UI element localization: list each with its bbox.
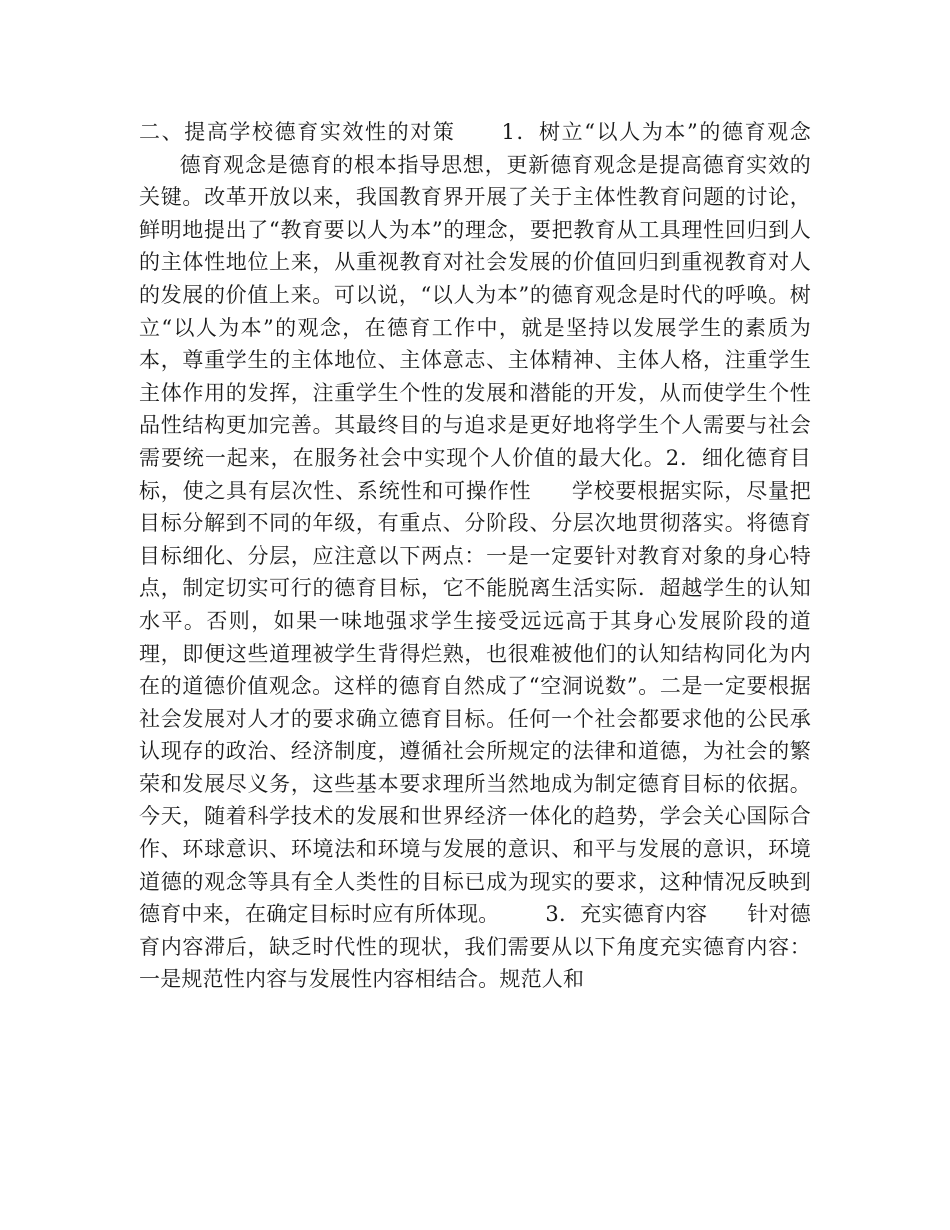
item3-body: 针对德育内容滞后，缺乏时代性的现状，我们需要从以下角度充实德育内容：一是规范性内容与发展性内容相结合。规范人和 xyxy=(139,902,811,992)
item2-body: 学校要根据实际，尽量把目标分解到不同的年级，有重点、分阶段、分层次地贯彻落实。将德育目标细化、分层，应注意以下两点：一是一定要针对教育对象的身心特点，制定切实可行的德育目标，它不能脱离生活实际．超越学生的认知水平。否则，如果一味地强求学生接受远远高于其身心发展阶段的道理，即便这些道理被学生背得烂熟，也很难被他们的认知结构同化为内在的道德价值观念。这样的德育自然成了“空洞说数”。二是一定要根据社会发展对人才的要求确立德育目标。任何一个社会都要求他的公民承认现存的政治、经济制度，遵循社会所规定的法律和道德，为社会的繁荣和发展尽义务，这些基本要求理所当然地成为制定德育目标的依据。今天，随着科学技术的发展和世界经济一体化的趋势，学会关心国际合作、环球意识、环境法和环境与发展的意识、和平与发展的意识，环境道德的观念等具有全人类性的目标已成为现实的要求，这种情况反映到德育中来，在确定目标时应有所体现。 xyxy=(139,478,811,927)
item3-heading: 3．充实德育内容 xyxy=(545,902,708,927)
item1-heading: 1．树立“以人为本”的德育观念 xyxy=(501,120,811,144)
item2-heading: 2．细化德育目标，使之具有层次性、系统性和可操作性 xyxy=(139,445,811,503)
section-heading: 二、提高学校德育实效性的对策 xyxy=(139,120,456,144)
item1-body: 德育观念是德育的根本指导思想，更新德育观念是提高德育实效的关键。改革开放以来，我国教育界开展了关于主体性教育问题的讨论，鲜明地提出了“教育要以人为本”的理念，要把教育从工具理性回归到人的主体性地位上来，从重视教育对社会发展的价值回归到重视教育对人的发展的价值上来。可以说，“以人为本”的德育观念是时代的呼唤。树立“以人为本”的观念，在德育工作中，就是坚持以发展学生的素质为本，尊重学生的主体地位、主体意志、主体精神、主体人格，注重学生主体作用的发挥，注重学生个性的发展和潜能的开发，从而使学生个性品性结构更加完善。其最终目的与追求是更好地将学生个人需要与社会需要统一起来，在服务社会中实现个人价值的最大化。 xyxy=(139,152,811,470)
document-body xyxy=(139,116,811,996)
